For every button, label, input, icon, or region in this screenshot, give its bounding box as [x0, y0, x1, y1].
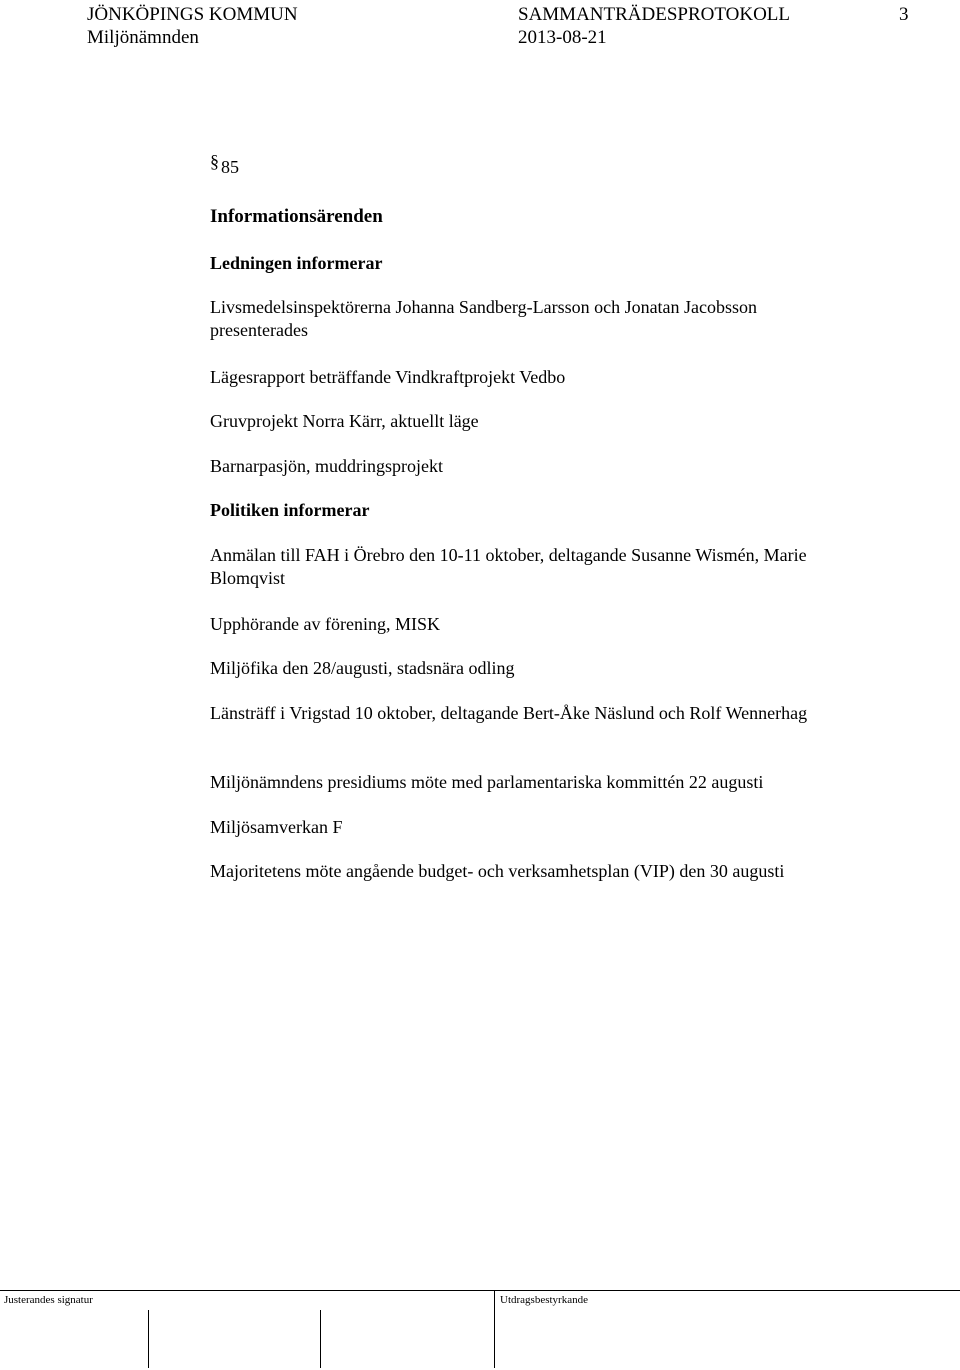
- ledningen-item-vindkraft: Lägesrapport beträffande Vindkraftprojekt Vedbo: [210, 367, 566, 387]
- politiken-item-misk: Upphörande av förening, MISK: [210, 614, 440, 634]
- signature-box-divider: [320, 1310, 321, 1368]
- footer-divider: [0, 1290, 960, 1291]
- politiken-heading: Politiken informerar: [210, 500, 370, 520]
- politiken-item-fah: Anmälan till FAH i Örebro den 10-11 oktober, deltagande Susanne Wismén, Marie Blomqvist: [210, 545, 807, 588]
- politiken-item-presidium: Miljönämndens presidiums möte med parlamentariska kommittén 22 augusti: [210, 772, 764, 792]
- ledningen-item-presentation: Livsmedelsinspektörerna Johanna Sandberg-Larsson och Jonatan Jacobsson presenterades: [210, 297, 758, 340]
- ledningen-item-barnarpasjon: Barnarpasjön, muddringsprojekt: [210, 456, 443, 476]
- politiken-item-miljosamverkan: Miljösamverkan F: [210, 817, 343, 837]
- section-number-value: 85: [221, 157, 239, 177]
- paragraph-symbol: §: [210, 151, 219, 171]
- committee-name: Miljönämnden: [87, 27, 199, 48]
- signature-box-divider: [148, 1310, 149, 1368]
- politiken-item-lanstraff: Länsträff i Vrigstad 10 oktober, deltagande Bert-Åke Näslund och Rolf Wennerhag: [210, 703, 808, 723]
- section-title: Informationsärenden: [210, 206, 383, 227]
- page-number: 3: [899, 4, 909, 25]
- certifier-label: Utdragsbestyrkande: [500, 1294, 588, 1306]
- document-type: SAMMANTRÄDESPROTOKOLL: [518, 4, 791, 25]
- ledningen-item-gruvprojekt: Gruvprojekt Norra Kärr, aktuellt läge: [210, 411, 479, 431]
- politiken-item-budget: Majoritetens möte angående budget- och verksamhetsplan (VIP) den 30 augusti: [210, 861, 785, 881]
- organization-name: JÖNKÖPINGS KOMMUN: [87, 4, 298, 25]
- section-number: [210, 151, 239, 179]
- politiken-item-miljofika: Miljöfika den 28/augusti, stadsnära odling: [210, 658, 515, 678]
- ledningen-heading: Ledningen informerar: [210, 253, 383, 273]
- signature-label: Justerandes signatur: [4, 1294, 93, 1306]
- meeting-date: 2013-08-21: [518, 27, 607, 48]
- signature-box-divider: [494, 1290, 495, 1368]
